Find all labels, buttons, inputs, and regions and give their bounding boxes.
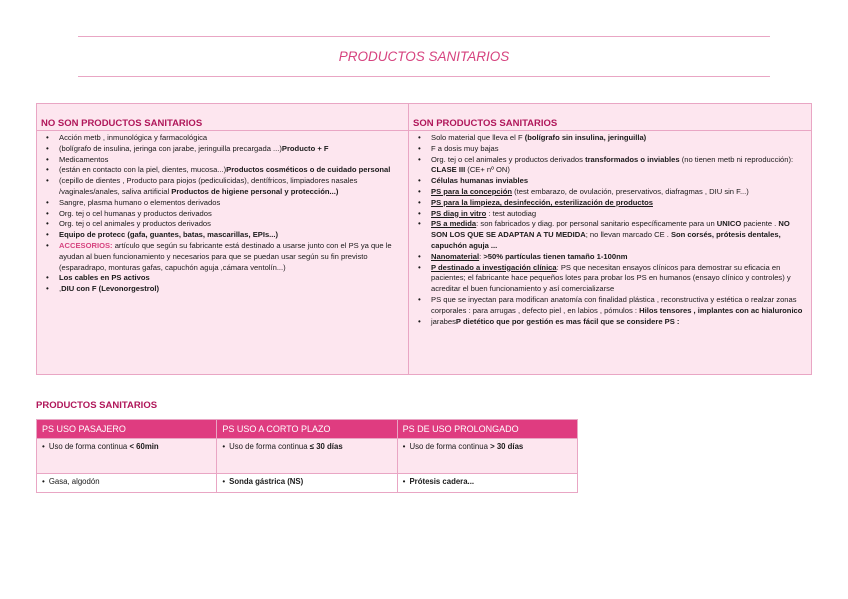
item-text: : test autodiag [486,208,537,218]
item-text: ACCESORIOS: [59,240,113,250]
item-text: (están en contacto con la piel, dientes, mucosa...) [59,165,227,175]
list-item [431,219,807,251]
item-text: (CE+ nº ON) [465,165,510,175]
title-rule [78,76,770,77]
cell-bold: Prótesis cadera... [409,477,475,486]
top-rule [78,36,770,37]
item-text: UNICO [716,219,742,229]
item-text: ; no llevan marcado CE . [585,230,671,240]
item-text: Acción metb , inmunológica y farmacológica [59,133,208,142]
item-text: P dietético que por gestión es mas fácil que se considere PS : [455,316,680,326]
list-item [59,198,404,209]
list-item [59,176,404,198]
cell-text: Uso de forma continua [409,442,491,451]
list-item [431,198,807,209]
item-text: Equipo de protecc (gafa, guantes, batas, mascarillas, EPIs...) [59,230,279,240]
list-item [59,219,404,230]
item-text: PS para la limpieza, desinfección, esterilización de productos [431,197,653,207]
list-item [431,252,807,263]
item-text: CLASE III [431,165,466,175]
list-item [59,241,404,273]
item-text: Org. tej o cel animales y productos derivados [59,219,211,229]
item-text: : son fabricados y diag. por personal sanitario específicamente para un [476,219,717,229]
item-text: Productos de higiene personal y protección [171,186,330,196]
header-corto-plazo: PS USO A CORTO PLAZO [217,420,397,439]
cell-bold: < 60min [129,442,159,451]
item-text: P destinado a investigación clínica [431,262,557,272]
item-text: (bolígrafo de insulina, jeringa con jarabe, jeringuilla precargada ...) [59,143,282,153]
cell-bold: ≤ 30 días [309,442,343,451]
classification-box [36,103,812,375]
item-text: jarabes [431,316,456,326]
item-text: NO SON LOS QUE SE ADAPTAN A TU MEDIDA [431,219,790,240]
item-text: transformados o inviables [585,154,680,164]
cell-text: Uso de forma continua [48,442,130,451]
table-cell [217,439,397,474]
item-text: PS que se inyectan para modifican anatomía con finalidad plástica , reconstructiva y estética o realzar zonas corporales : para arrugas , defecto piel , en labios , pómulos : [431,294,797,315]
no-ps-list [37,131,408,295]
ps-column [409,104,811,374]
cell-text: Uso de forma continua [229,442,310,451]
item-text: (test embarazo, de ovulación, preservativos, diafragmas , DIU sin F...) [512,186,749,196]
bullet-icon: • [222,442,226,451]
item-text: (bolígrafo sin insulina, jeringuilla) [524,133,647,142]
item-text: DIU con F (Levonorgestrol) [61,284,160,294]
item-text: Org. tej o cel animales y productos derivados [431,154,586,164]
list-item [59,209,404,220]
item-text: >50% partículas tienen tamaño 1-100nm [483,251,628,261]
item-text: : [479,251,484,261]
section-title: PRODUCTOS SANITARIOS [36,400,158,411]
item-text: , [59,284,62,294]
item-text: Hilos tensores , implantes con ac hialuronico [639,305,803,315]
item-text: : PS que necesitan ensayos clínicos para demostrar su eficacia en pacientes; el fabricante hace pequeños lotes para probar los PS en humanos (ensayo clínico y controles) y acreditar el buen funcionamiento y así comercializarse [431,262,791,294]
item-text: Son corsés, prótesis dentales, capuchón aguja ... [431,230,781,250]
item-text: ...) [329,186,339,196]
bullet-icon: • [402,477,406,486]
item-text: Células humanas inviables [431,176,529,186]
bullet-icon: • [42,477,45,486]
list-item [431,187,807,198]
ps-duration-table [36,419,578,493]
item-text: Producto + F [281,143,329,153]
list-item [59,273,404,284]
list-item [431,133,807,144]
item-text: Solo material que lleva el F [431,133,525,142]
header-pasajero: PS USO PASAJERO [37,420,217,439]
list-item [59,133,404,144]
list-item [59,155,404,166]
header-prolongado: PS DE USO PROLONGADO [397,420,577,439]
item-text: PS para la concepción [431,186,513,196]
list-item [59,230,404,241]
item-text: Sangre, plasma humano o elementos derivados [59,197,221,207]
list-item [59,165,404,176]
item-text: PS a medida [431,219,477,229]
list-item [431,144,807,155]
list-item [431,317,807,328]
ps-list [409,131,811,327]
item-text: artículo que según su fabricante está destinado a usarse junto con el PS ya que le ayudan al buen funcionamiento y necesarios para que se puedan usar según su fin previsto (esparadrapo, monturas gafas, capuchón aguja ,cámara ventolín...) [59,240,392,272]
table-cell [37,474,217,493]
cell-bold: > 30 días [490,442,524,451]
item-text: Org. tej o cel humanas y productos derivados [59,208,212,218]
list-item [431,209,807,220]
list-item [59,144,404,155]
list-item [431,263,807,295]
item-text: Productos cosméticos o de cuidado personal [226,165,391,175]
no-ps-column [37,104,409,374]
item-text: Nanomaterial [431,251,480,261]
item-text: (no tienen metb ni reproducción): [679,154,794,164]
list-item [431,295,807,317]
item-text: (cepillo de dientes , Producto para piojos (pediculicidas), dentífricos, limpiadores nasales /vaginales/anales, saliva artificial [59,176,358,196]
ps-header: SON PRODUCTOS SANITARIOS [409,104,811,131]
bullet-icon: • [222,477,226,486]
list-item [431,155,807,177]
page-title: PRODUCTOS SANITARIOS [338,49,510,64]
table-cell [397,474,577,493]
cell-bold: Sonda gástrica (NS) [229,477,304,486]
table-cell [37,439,217,474]
list-item [59,284,404,295]
no-ps-header: NO SON PRODUCTOS SANITARIOS [37,104,408,131]
item-text: F a dosis muy bajas [431,143,499,153]
cell-text: Gasa, algodón [48,477,100,486]
item-text: Los cables en PS activos [59,273,150,283]
table-cell [397,439,577,474]
item-text: paciente . [741,219,779,229]
bullet-icon: • [402,442,406,451]
item-text: PS diag in vitro [431,208,487,218]
table-cell [217,474,397,493]
item-text: Medicamentos [59,154,109,164]
bullet-icon: • [42,442,45,451]
list-item [431,176,807,187]
